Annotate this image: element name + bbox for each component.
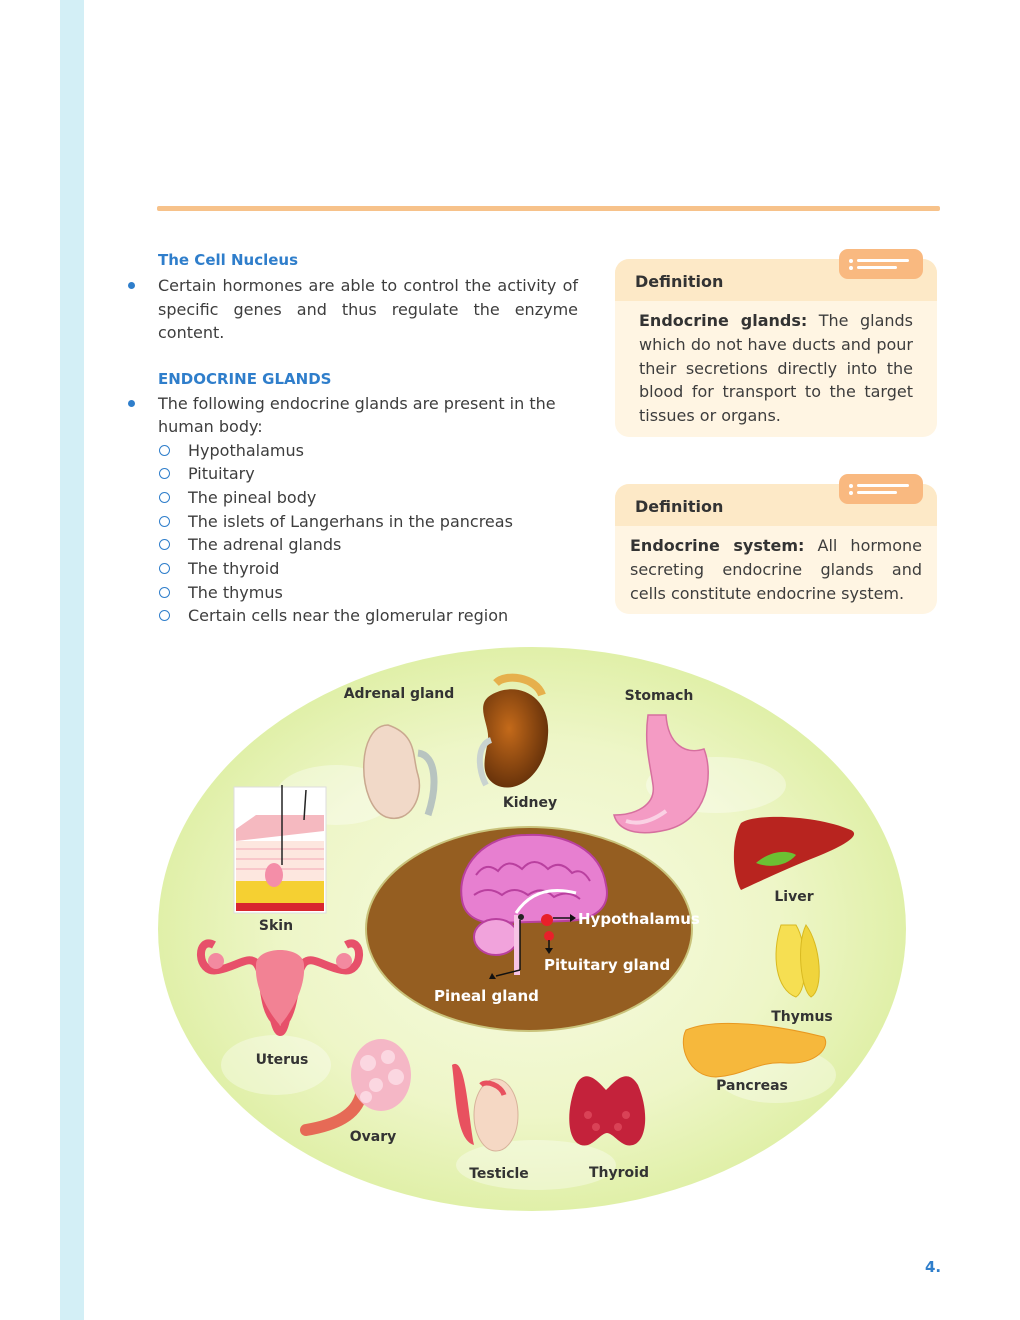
definition-body xyxy=(615,526,937,605)
list-item: Hypothalamus xyxy=(128,439,578,463)
list-item: Pituitary xyxy=(128,462,578,486)
label-stomach: Stomach xyxy=(624,688,694,704)
definition-box-endocrine-glands xyxy=(615,259,937,437)
circle-bullet-icon xyxy=(159,445,170,456)
list-item: The adrenal glands xyxy=(128,533,578,557)
endocrine-intro-text: The following endocrine glands are present in the human body: xyxy=(158,393,556,436)
label-skin: Skin xyxy=(258,918,294,934)
definition-text: All hormone secreting endocrine glands and cells constitute endocrine system. xyxy=(630,536,923,603)
endocrine-glands-heading: ENDOCRINE GLANDS xyxy=(158,369,332,388)
label-adrenal-gland: Adrenal gland xyxy=(343,686,455,702)
label-testicle: Testicle xyxy=(469,1166,529,1182)
label-kidney: Kidney xyxy=(502,795,558,811)
definition-label: Definition xyxy=(635,497,724,516)
bullet-dot-icon xyxy=(128,282,135,289)
circle-bullet-icon xyxy=(159,516,170,527)
list-item: The thymus xyxy=(128,581,578,605)
header-rule xyxy=(157,206,940,211)
cell-nucleus-heading: The Cell Nucleus xyxy=(158,251,299,269)
definition-text: The glands which do not have ducts and pour their secretions directly into the blood for transport to the target tissues or organs. xyxy=(639,311,914,426)
label-pineal-gland: Pineal gland xyxy=(434,987,539,1005)
list-item: The thyroid xyxy=(128,557,578,581)
left-margin-strip xyxy=(60,0,84,1320)
circle-bullet-icon xyxy=(159,610,170,621)
definition-box-endocrine-system xyxy=(615,484,937,614)
endocrine-intro-bullet xyxy=(128,392,578,439)
cell-nucleus-bullet xyxy=(128,274,578,345)
circle-bullet-icon xyxy=(159,563,170,574)
definition-label: Definition xyxy=(635,272,724,291)
list-item: Certain cells near the glomerular region xyxy=(128,604,578,628)
label-thymus: Thymus xyxy=(771,1009,833,1025)
label-pancreas: Pancreas xyxy=(716,1078,788,1094)
label-uterus: Uterus xyxy=(255,1052,309,1068)
label-hypothalamus: Hypothalamus xyxy=(578,910,700,928)
label-ovary: Ovary xyxy=(349,1129,397,1145)
notes-tab-icon xyxy=(839,249,923,279)
circle-bullet-icon xyxy=(159,468,170,479)
notes-tab-icon xyxy=(839,474,923,504)
definition-header xyxy=(615,484,937,526)
definition-header xyxy=(615,259,937,301)
circle-bullet-icon xyxy=(159,492,170,503)
main-text-column xyxy=(128,250,578,628)
label-thyroid: Thyroid xyxy=(589,1165,649,1181)
endocrine-diagram xyxy=(156,645,908,1213)
list-item: The pineal body xyxy=(128,486,578,510)
label-pituitary-gland: Pituitary gland xyxy=(544,956,671,974)
circle-bullet-icon xyxy=(159,539,170,550)
page-number: 4. xyxy=(925,1258,942,1276)
definition-term: Endocrine glands: xyxy=(639,311,808,330)
gland-list xyxy=(128,439,578,629)
bullet-dot-icon xyxy=(128,400,135,407)
cell-nucleus-text: Certain hormones are able to control the activity of specific genes and thus regulate the enzyme content. xyxy=(158,276,578,342)
list-item: The islets of Langerhans in the pancreas xyxy=(128,510,578,534)
label-liver: Liver xyxy=(774,889,814,905)
circle-bullet-icon xyxy=(159,587,170,598)
definition-body xyxy=(615,301,937,428)
definition-term: Endocrine system: xyxy=(630,536,805,555)
skin-icon xyxy=(234,785,326,913)
